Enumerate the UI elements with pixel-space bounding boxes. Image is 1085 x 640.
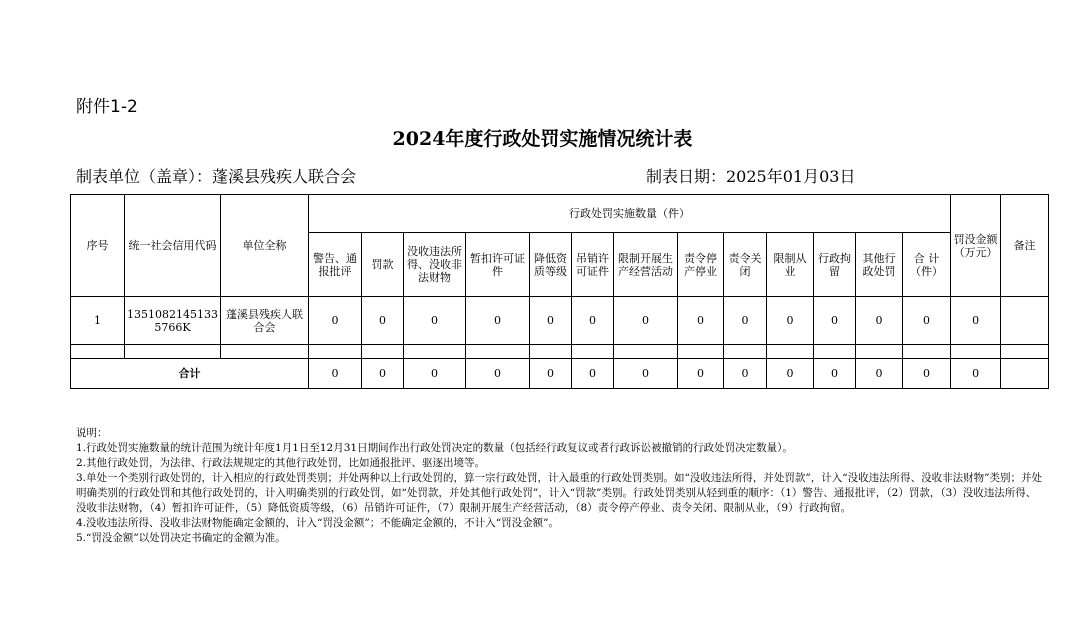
cell-fine: 0 [951,297,1001,345]
header-credit-code: 统一社会信用代码 [125,195,221,297]
header-sub: 合 计（件） [903,233,951,297]
total-value: 0 [614,359,678,389]
total-remark [1001,359,1049,389]
total-value: 0 [724,359,767,389]
total-value: 0 [404,359,466,389]
cell-seq: 1 [71,297,125,345]
header-unit-name: 单位全称 [221,195,309,297]
cell-value: 0 [404,297,466,345]
note-line: 2.其他行政处罚，为法律、行政法规规定的其他行政处罚，比如通报批评、驱逐出境等。 [76,457,486,469]
header-sub: 行政拘留 [814,233,856,297]
notes [76,426,1046,546]
page-title: 2024年度行政处罚实施情况统计表 [392,128,693,150]
cell-value: 0 [309,297,362,345]
header-sub: 限制从业 [767,233,814,297]
header-sub: 其他行政处罚 [856,233,903,297]
total-value: 0 [572,359,614,389]
header-sub: 警告、通报批评 [309,233,362,297]
cell-value: 0 [362,297,404,345]
total-fine: 0 [951,359,1001,389]
total-value: 0 [466,359,530,389]
total-value: 0 [903,359,951,389]
header-remark: 备注 [1001,195,1049,297]
header-sub: 限制开展生产经营活动 [614,233,678,297]
header-sub: 责令停产停业 [678,233,724,297]
note-line: 3.单处一个类别行政处罚的，计入相应的行政处罚类别；并处两种以上行政处罚的，算一宗行政处罚，计入最重的行政处罚类别。如“没收违法所得，并处罚款”，计入“没收违法所得、没收非法财物”类别；并处明确类别的行政处罚和其他行政处罚的，计入明确类别的行政处罚，如“处罚款，并处其他行政处罚”，计入“罚款”类别。行政处罚类别从轻到重的顺序：（1）警告、通报批评，（2）罚款，（3）没收违法所得、没收非法财物，（4）暂扣许可证件，（5）降低资质等级，（6）吊销许可证件，（7）限制开展生产经营活动，（8）责令停产停业、责令关闭、限制从业，（9）行政拘留。 [76,472,1042,514]
date-line: 制表日期：2025年01月03日 [646,167,856,186]
total-value: 0 [309,359,362,389]
note-line: 说明： [76,427,108,439]
cell-credit-code: 13510821451335766K [125,297,221,345]
total-value: 0 [362,359,404,389]
total-value: 0 [856,359,903,389]
header-sub: 吊销许可证件 [572,233,614,297]
cell-value: 0 [614,297,678,345]
attachment-label: 附件1-2 [76,97,138,117]
cell-value: 0 [678,297,724,345]
total-value: 0 [530,359,572,389]
note-line: 4.没收违法所得、没收非法财物能确定金额的，计入“罚没金额”；不能确定金额的，不计入“罚没金额”。 [76,517,559,529]
note-line: 1.行政处罚实施数量的统计范围为统计年度1月1日至12月31日期间作出行政处罚决定的数量（包括经行政复议或者行政诉讼被撤销的行政处罚决定数量）。 [76,442,793,454]
header-sub: 没收违法所得、没收非法财物 [404,233,466,297]
cell-value: 0 [814,297,856,345]
cell-value: 0 [903,297,951,345]
cell-value: 0 [572,297,614,345]
header-penalty-group: 行政处罚实施数量（件） [309,195,951,233]
unit-line: 制表单位（盖章）：蓬溪县残疾人联合会 [76,167,357,186]
cell-value: 0 [724,297,767,345]
header-seq: 序号 [71,195,125,297]
total-value: 0 [678,359,724,389]
cell-value: 0 [767,297,814,345]
total-value: 0 [814,359,856,389]
cell-remark [1001,297,1049,345]
table-row [71,297,1049,345]
cell-value: 0 [530,297,572,345]
total-row [71,359,1049,389]
header-sub: 降低资质等级 [530,233,572,297]
note-line: 5.“罚没金额”以处罚决定书确定的金额为准。 [76,532,286,544]
cell-unit-name: 蓬溪县残疾人联合会 [221,297,309,345]
total-value: 0 [767,359,814,389]
empty-row [71,345,1049,359]
header-sub: 罚款 [362,233,404,297]
total-label: 合计 [71,359,309,389]
header-sub: 暂扣许可证件 [466,233,530,297]
header-sub: 责令关闭 [724,233,767,297]
header-fine-amount: 罚没金额（万元） [951,195,1001,297]
cell-value: 0 [856,297,903,345]
cell-value: 0 [466,297,530,345]
statistics-table [70,194,1049,389]
